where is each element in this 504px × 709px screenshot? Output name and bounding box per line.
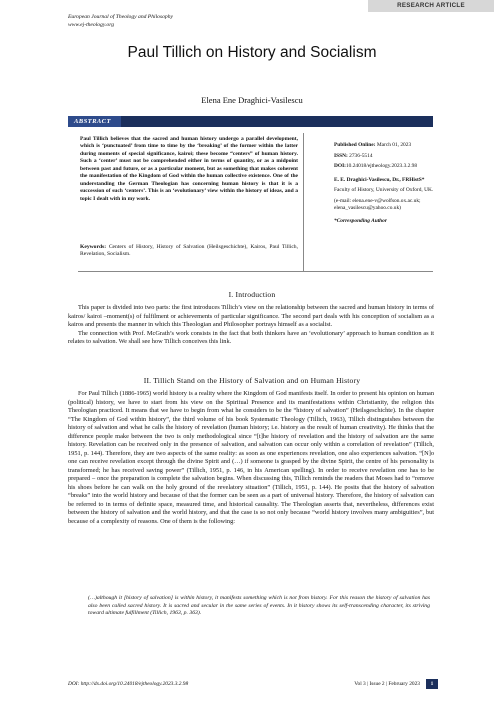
corresponding-note: *Corresponding Author (334, 218, 387, 225)
abstract-label: ABSTRACT (68, 116, 121, 127)
keywords-list: Centers of History, History of Salvation (Heilsgeschichte), Kairos, Paul Tillich, Revelation, Socialism. (80, 244, 298, 258)
journal-name: European Journal of Theology and Philosophy (68, 14, 173, 20)
keywords (80, 244, 298, 259)
author-name: E. E. Draghici-Vasilescu, Dr., FRHistS* (334, 176, 425, 183)
footer-doi[interactable]: DOI: http://dx.doi.org/10.24018/ejtheology.2023.3.2.98 (68, 681, 189, 687)
abstract-divider (78, 271, 433, 272)
column-divider (303, 133, 304, 271)
article-info-panel (334, 142, 438, 229)
published-date: Published Online: March 01, 2023 (334, 142, 412, 148)
journal-url[interactable]: www.ej-theology.org (68, 21, 114, 28)
issn: ISSN: 2736-5514 (334, 152, 373, 159)
abstract-banner (68, 116, 433, 127)
footer-page-number: 1 (426, 679, 438, 689)
block-quote: (…)although it [history of salvation] is within history, it manifests something which is not from history. For this reason the history of salvation has also been called sacred history. It is sacred and secular in the same series of events. In it history shows its self-transcending character, its striving toward ultimate fulfillment (Tillich, 1963, p. 363). (88, 595, 430, 617)
journal-header (68, 14, 173, 29)
intro-paragraph-2: The connection with Prof. McGrath’s work consists in the fact that both thinkers have an ‘evolutionary’ approach to human condition as it relates to salvation. We shall see how Tillich conceives this link. (68, 329, 434, 345)
author-email[interactable]: (e-mail: elena.ene-v@wolfson.ox.ac.uk; elena_vasilescu@yahoo.co.uk) (334, 198, 421, 212)
page-footer (68, 679, 438, 689)
doi: DOI:10.24018/ejtheology.2023.3.2.98 (334, 163, 418, 170)
author-affiliation: Faculty of History, University of Oxford, UK. (334, 187, 434, 194)
article-author: Elena Ene Draghici-Vasilescu (201, 95, 303, 105)
section-2-body (68, 390, 434, 526)
section-2-paragraph-1: For Paul Tillich (1886-1965) world history is a reality where the Kingdom of God manifests itself. In order to present his opinion on human (political) history, we have to start from his view on the Spiritual Presence and its manifestations within Christianity, the religion this Theologian practiced. It means that we have to begin from what he considers to be the “history of salvation” (Heilsgeschichte). In the chapter “The Kingdom of God within history”, the third volume of his book Systematic Theology (Tillich, 1963), Tillich distinguishes between the history of salvation and what he calls the history of revelation (human history; i.e. history as the result of human creativity). He thinks that the difference people make between the two is only methodological since “[t]he history of revelation and the history of salvation are the same history. Revelation can be received only in the presence of salvation, and salvation can occur only within a correlation of revelation” (Tillich, 1951, p. 144). Therefore, they are two aspects of the same reality: as soon as one experiences revelation, one also experiences salvation. “[N]o one can receive revelation except through the divine Spirit and (…) if someone is grasped by the divine Spirit, the centre of his personality is transformed; he has received saving power” (Tillich, 1951, p. 146, in his American spelling). In order to receive revelation one has to be prepared – once the preparation is complete the salvation begins. When discussing this, Tillich reminds the readers that Moses had to “remove his shoes before he can walk on the holy ground of the revelatory situation” (Tillich, 1951, p. 144). He posits that the history of salvation “breaks” into the world history and because of that the former can be seen as a part of universal history. Therefore, the history of salvation can be referred to in terms of definite space, measured time, and historical causality. The Theologian asserts that, nevertheless, differences exist between the history of salvation and the world history, and that the case is so not only because “world history involves many ambiguities”, but because of a complexity of reasons. One of them is the following: (68, 390, 434, 525)
intro-paragraph-1: This paper is divided into two parts: the first introduces Tillich’s view on the relationship between the sacred and human history in terms of kairos/ kairoi –moment(s) of fulfilment or achievements of particular significance. The second part deals with his conception of socialism as a kairos and presents the manner in which this Theologian and Philosopher portrays himself as a socialist. (68, 304, 434, 328)
article-title: Paul Tillich on History and Socialism (127, 44, 377, 61)
keywords-label: Keywords: (80, 244, 107, 250)
introduction-body (68, 304, 434, 347)
abstract-text: Paul Tillich believes that the sacred and human history undergo a parallel development, which is ‘punctuated’ from time to time by the ‘breaking’ of the former within the latter during moments of special significance, kairoi; these become “centers” of human history. Such a ‘center’ must not be comprehended either in terms of quantity, or as a midpoint between past and future, or as a particular moment, but as something that makes coherent the manifestation of the Kingdom of God within the human collective existence. One of the understanding the German Theologian has concerning human history is that it is a succession of such ‘centers’. This is an ‘evolutionary’ view within the history of ideas, and a topic I dealt with in my work. (80, 136, 298, 202)
footer-volume-info: Vol 3 | Issue 2 | February 2023 (354, 681, 420, 687)
article-type-badge: RESEARCH ARTICLE (368, 0, 494, 12)
section-heading-history: II. Tillich Stand on the History of Salvation and on Human History (143, 376, 361, 385)
section-heading-introduction: I. Introduction (228, 290, 276, 299)
